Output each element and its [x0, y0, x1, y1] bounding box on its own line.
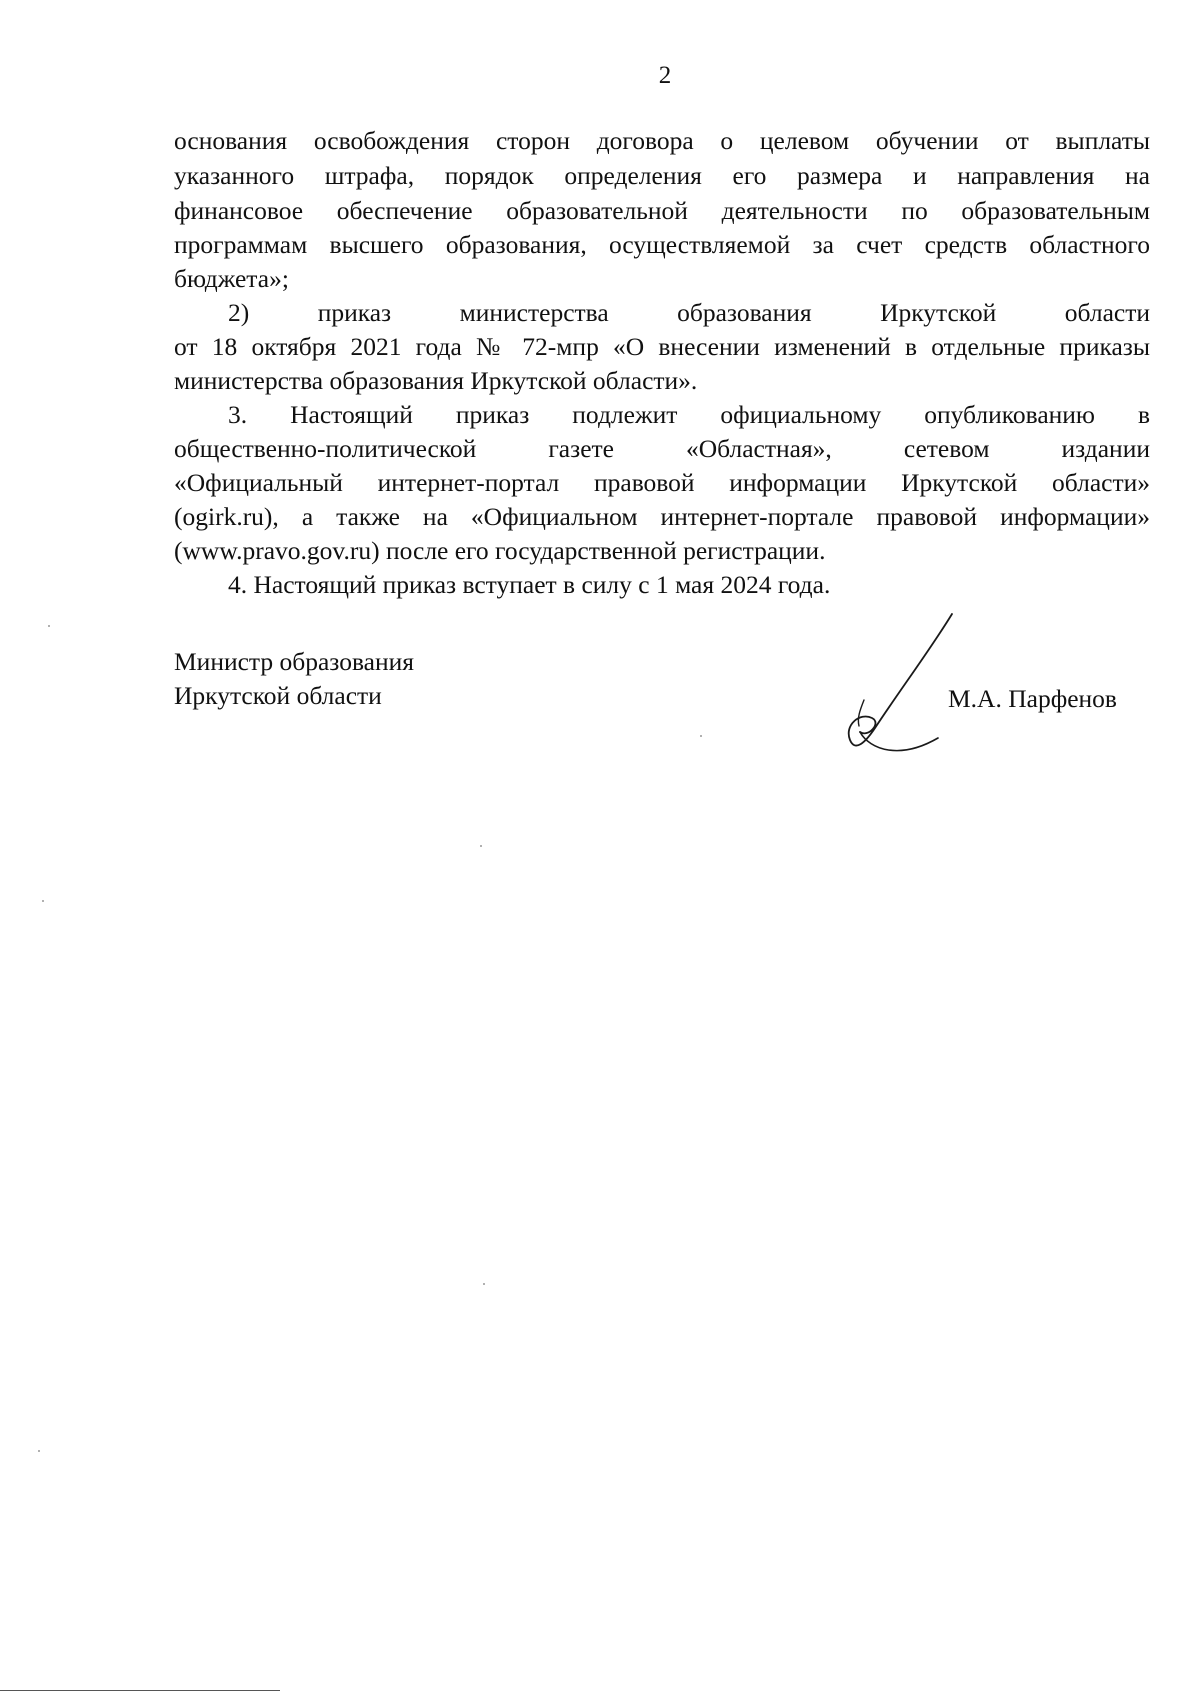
signatory-title-line-1: Министр образования: [174, 647, 415, 676]
scan-speck: [480, 845, 482, 847]
item-2-line-2: от 18 октября 2021 года № 72-мпр «О внесении изменений в отдельные приказы: [174, 332, 1150, 361]
item-2-line-3: министерства образования Иркутской области».: [174, 366, 698, 395]
scan-speck: [483, 1283, 485, 1285]
body-line-2: указанного штрафа, порядок определения его размера и направления на: [174, 161, 1150, 190]
scan-speck: [38, 1450, 40, 1452]
handwritten-signature: [820, 610, 960, 760]
item-2-line-1: 2) приказ министерства образования Иркутской области: [228, 298, 1150, 327]
scan-edge-line: [0, 1690, 280, 1691]
item-3-line-1: 3. Настоящий приказ подлежит официальному опубликованию в: [228, 400, 1150, 429]
body-line-3: финансовое обеспечение образовательной деятельности по образовательным: [174, 196, 1150, 225]
scan-speck: [42, 900, 44, 902]
item-3-line-2: общественно-политической газете «Областная», сетевом издании: [174, 434, 1150, 463]
item-4-line-1: 4. Настоящий приказ вступает в силу с 1 мая 2024 года.: [228, 570, 831, 599]
body-line-1: основания освобождения сторон договора о целевом обучении от выплаты: [174, 126, 1150, 155]
item-3-line-5: (www.pravo.gov.ru) после его государственной регистрации.: [174, 536, 826, 565]
item-3-line-4: (ogirk.ru), а также на «Официальном интернет-портале правовой информации»: [174, 502, 1150, 531]
body-line-5: бюджета»;: [174, 264, 289, 293]
signatory-title: [174, 645, 414, 713]
scan-speck: [700, 735, 702, 737]
signatory-title-line-2: Иркутской области: [174, 681, 382, 710]
scan-speck: [48, 625, 50, 627]
item-3-line-3: «Официальный интернет-портал правовой информации Иркутской области»: [174, 468, 1150, 497]
body-line-4: программам высшего образования, осуществляемой за счет средств областного: [174, 230, 1150, 259]
page-number: 2: [658, 62, 672, 89]
signer-name: М.А. Парфенов: [948, 684, 1117, 713]
